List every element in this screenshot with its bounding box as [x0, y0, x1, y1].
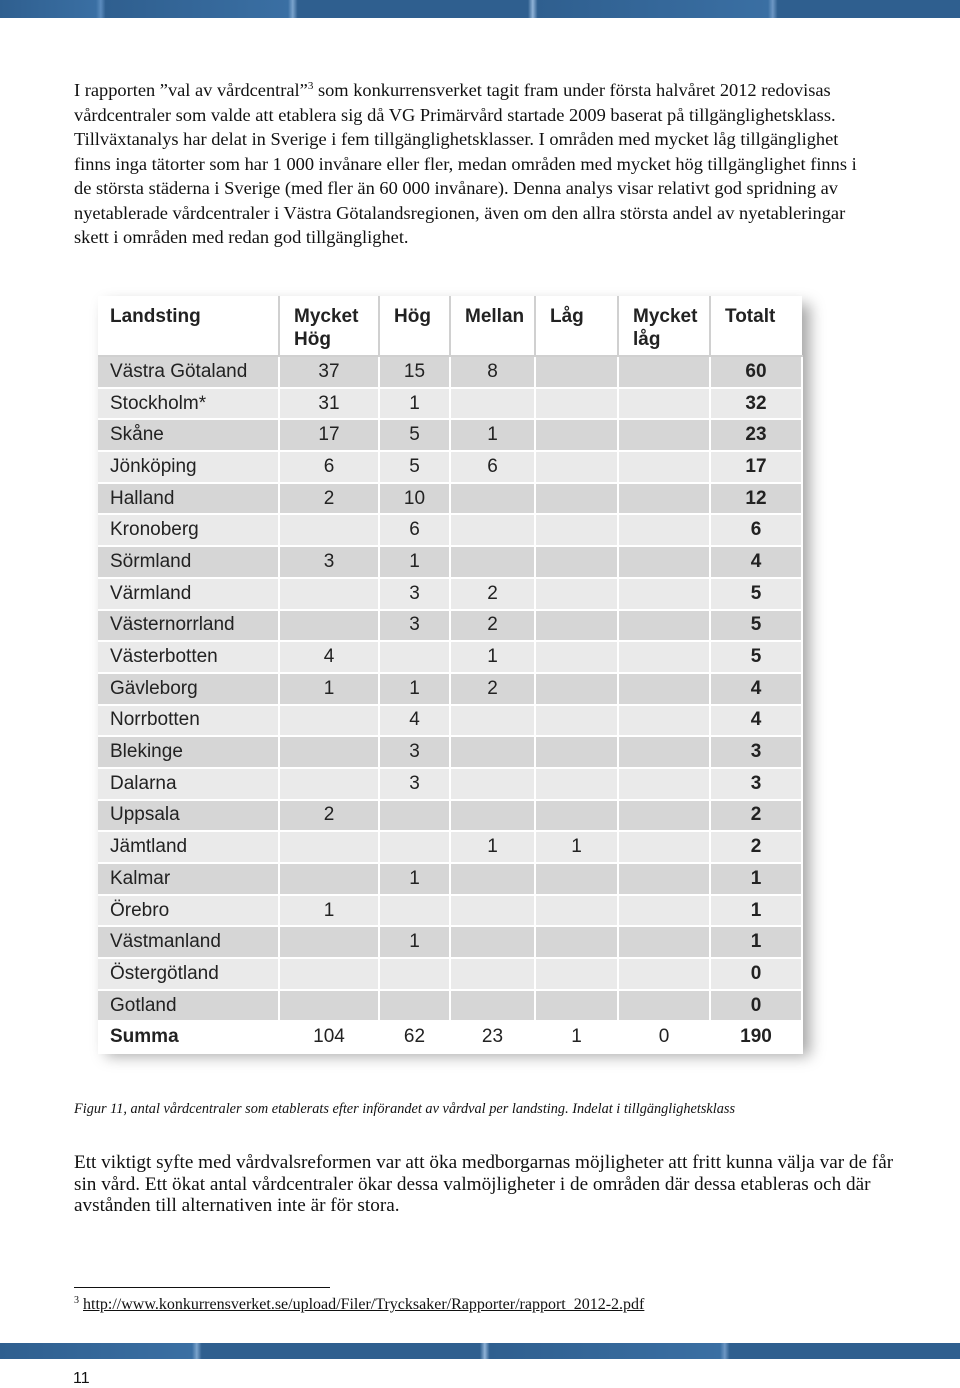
cell-mycket-lag: [618, 831, 710, 863]
cell-mellan: [450, 768, 535, 800]
cell-mycket-hog: 1: [279, 895, 379, 927]
cell-mycket-lag: [618, 451, 710, 483]
cell-landsting: Dalarna: [98, 768, 279, 800]
cell-mycket-hog: 31: [279, 388, 379, 420]
footnote: [74, 1296, 644, 1314]
cell-totalt: 2: [710, 800, 802, 832]
cell-lag: [535, 673, 618, 705]
footnote-reference[interactable]: 3: [307, 80, 314, 92]
cell-landsting: Skåne: [98, 419, 279, 451]
cell-mellan: [450, 388, 535, 420]
cell-mellan: 1: [450, 831, 535, 863]
cell-totalt: 17: [710, 451, 802, 483]
cell-hog: 4: [379, 705, 450, 737]
sum-lag: 1: [535, 1021, 618, 1053]
intro-paragraph: [74, 78, 874, 250]
cell-landsting: Halland: [98, 483, 279, 515]
cell-mycket-lag: [618, 863, 710, 895]
sum-mycket-lag: 0: [618, 1021, 710, 1053]
cell-landsting: Örebro: [98, 895, 279, 927]
table-row: [98, 388, 802, 420]
cell-landsting: Norrbotten: [98, 705, 279, 737]
footer-decorative-band: [0, 1343, 960, 1359]
cell-lag: [535, 800, 618, 832]
cell-mellan: [450, 926, 535, 958]
cell-mycket-hog: [279, 514, 379, 546]
cell-mycket-hog: [279, 926, 379, 958]
cell-lag: [535, 705, 618, 737]
footnote-link[interactable]: http://www.konkurrensverket.se/upload/Filer/Trycksaker/Rapporter/rapport_2012-2.pdf: [83, 1296, 645, 1313]
cell-mycket-hog: 3: [279, 546, 379, 578]
cell-mellan: [450, 546, 535, 578]
cell-totalt: 1: [710, 863, 802, 895]
cell-landsting: Västra Götaland: [98, 356, 279, 388]
cell-landsting: Kronoberg: [98, 514, 279, 546]
cell-landsting: Jämtland: [98, 831, 279, 863]
column-header-landsting: Landsting: [98, 296, 279, 356]
cell-mycket-hog: [279, 736, 379, 768]
table-row: [98, 705, 802, 737]
cell-hog: 3: [379, 578, 450, 610]
cell-mycket-hog: [279, 705, 379, 737]
cell-hog: 10: [379, 483, 450, 515]
cell-landsting: Västernorrland: [98, 610, 279, 642]
cell-mycket-lag: [618, 958, 710, 990]
column-header-lag: Låg: [535, 296, 618, 356]
cell-hog: 1: [379, 926, 450, 958]
cell-mycket-hog: [279, 831, 379, 863]
column-header-mycket-lag: Mycket låg: [618, 296, 710, 356]
cell-hog: 1: [379, 388, 450, 420]
cell-mellan: [450, 863, 535, 895]
cell-totalt: 4: [710, 705, 802, 737]
cell-totalt: 23: [710, 419, 802, 451]
cell-landsting: Värmland: [98, 578, 279, 610]
intro-text-start: I rapporten ”val av vårdcentral”: [74, 80, 308, 100]
cell-mycket-lag: [618, 610, 710, 642]
cell-hog: [379, 800, 450, 832]
cell-mellan: [450, 736, 535, 768]
cell-mellan: [450, 800, 535, 832]
cell-mycket-hog: [279, 768, 379, 800]
cell-hog: 1: [379, 863, 450, 895]
cell-totalt: 4: [710, 673, 802, 705]
cell-mellan: 2: [450, 673, 535, 705]
cell-lag: [535, 895, 618, 927]
cell-mellan: 8: [450, 356, 535, 388]
cell-totalt: 4: [710, 546, 802, 578]
cell-hog: [379, 990, 450, 1022]
cell-mycket-hog: [279, 990, 379, 1022]
cell-hog: [379, 641, 450, 673]
cell-hog: 1: [379, 546, 450, 578]
cell-mycket-hog: [279, 578, 379, 610]
column-header-mellan: Mellan: [450, 296, 535, 356]
cell-landsting: Stockholm*: [98, 388, 279, 420]
cell-lag: [535, 926, 618, 958]
cell-hog: [379, 831, 450, 863]
cell-hog: 5: [379, 419, 450, 451]
sum-mycket-hog: 104: [279, 1021, 379, 1053]
cell-mycket-lag: [618, 388, 710, 420]
cell-mycket-lag: [618, 578, 710, 610]
cell-mycket-hog: 37: [279, 356, 379, 388]
table-row: [98, 895, 802, 927]
cell-mycket-hog: 1: [279, 673, 379, 705]
cell-totalt: 5: [710, 610, 802, 642]
cell-hog: 3: [379, 610, 450, 642]
cell-totalt: 1: [710, 926, 802, 958]
table-header-row: [98, 296, 802, 356]
cell-mycket-lag: [618, 705, 710, 737]
header-decorative-band: [0, 0, 960, 18]
cell-hog: 5: [379, 451, 450, 483]
table-row: [98, 768, 802, 800]
cell-totalt: 0: [710, 990, 802, 1022]
body-paragraph: Ett viktigt syfte med vårdvalsreformen var att öka medborgarnas möjligheter att fritt kunna välja var de får sin vård. Ett ökat antal vårdcentraler ökar dessa valmöjligheter i de områden där dessa etableras och där avstånden till alternativen inte är för stora.: [74, 1152, 894, 1216]
cell-mycket-hog: 17: [279, 419, 379, 451]
cell-hog: 3: [379, 768, 450, 800]
cell-landsting: Västerbotten: [98, 641, 279, 673]
cell-lag: [535, 419, 618, 451]
cell-lag: [535, 863, 618, 895]
cell-hog: 15: [379, 356, 450, 388]
cell-totalt: 6: [710, 514, 802, 546]
cell-hog: 1: [379, 673, 450, 705]
cell-lag: [535, 578, 618, 610]
table-row: [98, 419, 802, 451]
table-row: [98, 610, 802, 642]
cell-landsting: Uppsala: [98, 800, 279, 832]
cell-mycket-lag: [618, 673, 710, 705]
cell-lag: [535, 641, 618, 673]
cell-mellan: [450, 958, 535, 990]
table-row: [98, 736, 802, 768]
table-row: [98, 800, 802, 832]
sum-totalt: 190: [710, 1021, 802, 1053]
cell-totalt: 12: [710, 483, 802, 515]
sum-mellan: 23: [450, 1021, 535, 1053]
cell-landsting: Kalmar: [98, 863, 279, 895]
table-row: [98, 578, 802, 610]
cell-hog: 6: [379, 514, 450, 546]
cell-mycket-lag: [618, 546, 710, 578]
cell-lag: [535, 546, 618, 578]
accessibility-table: [98, 296, 803, 1054]
figure-caption: Figur 11, antal vårdcentraler som etablerats efter införandet av vårdval per landsting. Indelat i tillgänglighetsklass: [74, 1101, 736, 1117]
cell-mellan: [450, 990, 535, 1022]
cell-lag: [535, 514, 618, 546]
table-row: [98, 546, 802, 578]
table-row: [98, 958, 802, 990]
cell-mycket-lag: [618, 419, 710, 451]
cell-mycket-hog: 2: [279, 800, 379, 832]
cell-mycket-hog: 4: [279, 641, 379, 673]
cell-mellan: [450, 514, 535, 546]
cell-lag: [535, 958, 618, 990]
table-row: [98, 451, 802, 483]
table-body: [98, 356, 802, 1053]
table-row: [98, 514, 802, 546]
cell-mellan: 1: [450, 419, 535, 451]
intro-text-rest: som konkurrensverket tagit fram under första halvåret 2012 redovisas vårdcentraler som valde att etablera sig då VG Primärvård startade 2009 baserat på tillgänglighetsklass. Tillväxtanalys har delat in Sverige i fem tillgänglighetsklasser. I områden med mycket låg tillgänglighet finns inga tätorter som har 1 000 invånare eller fler, medan områden med mycket hög tillgänglighet finns i de största städerna i Sverige (med fler än 60 000 invånare). Denna analys visar relativt god spridning av nyetablerade vårdcentraler i Västra Götalandsregionen, även om den allra största andel av nyetableringar skett i områden med redan god tillgänglighet.: [74, 80, 857, 247]
sum-hog: 62: [379, 1021, 450, 1053]
cell-mycket-lag: [618, 768, 710, 800]
cell-totalt: 32: [710, 388, 802, 420]
cell-mellan: [450, 483, 535, 515]
cell-landsting: Sörmland: [98, 546, 279, 578]
cell-totalt: 5: [710, 641, 802, 673]
cell-totalt: 2: [710, 831, 802, 863]
cell-hog: [379, 895, 450, 927]
cell-landsting: Gotland: [98, 990, 279, 1022]
cell-mycket-lag: [618, 990, 710, 1022]
footnote-divider: [74, 1287, 330, 1288]
cell-mellan: [450, 705, 535, 737]
cell-lag: [535, 768, 618, 800]
table-row: [98, 356, 802, 388]
cell-lag: [535, 990, 618, 1022]
sum-label: Summa: [98, 1021, 279, 1053]
table-row: [98, 831, 802, 863]
table-row: [98, 673, 802, 705]
cell-totalt: 3: [710, 768, 802, 800]
table-row: [98, 483, 802, 515]
cell-totalt: 5: [710, 578, 802, 610]
cell-landsting: Östergötland: [98, 958, 279, 990]
cell-mycket-hog: [279, 610, 379, 642]
sum-row: [98, 1021, 802, 1053]
cell-lag: [535, 356, 618, 388]
cell-mycket-lag: [618, 895, 710, 927]
column-header-mycket-hog: Mycket Hög: [279, 296, 379, 356]
cell-mellan: [450, 895, 535, 927]
cell-mellan: 1: [450, 641, 535, 673]
table-figure: [98, 296, 802, 1048]
cell-totalt: 1: [710, 895, 802, 927]
page-number: 11: [73, 1370, 90, 1387]
cell-totalt: 3: [710, 736, 802, 768]
cell-mycket-lag: [618, 356, 710, 388]
table-row: [98, 990, 802, 1022]
cell-landsting: Blekinge: [98, 736, 279, 768]
column-header-hog: Hög: [379, 296, 450, 356]
cell-mycket-hog: [279, 863, 379, 895]
cell-totalt: 60: [710, 356, 802, 388]
cell-landsting: Jönköping: [98, 451, 279, 483]
cell-lag: 1: [535, 831, 618, 863]
cell-mycket-lag: [618, 641, 710, 673]
cell-mycket-lag: [618, 800, 710, 832]
cell-mellan: 2: [450, 578, 535, 610]
cell-totalt: 0: [710, 958, 802, 990]
cell-mellan: 2: [450, 610, 535, 642]
cell-landsting: Västmanland: [98, 926, 279, 958]
cell-mycket-lag: [618, 926, 710, 958]
cell-landsting: Gävleborg: [98, 673, 279, 705]
cell-lag: [535, 483, 618, 515]
cell-mellan: 6: [450, 451, 535, 483]
table-row: [98, 863, 802, 895]
cell-hog: [379, 958, 450, 990]
cell-mycket-lag: [618, 736, 710, 768]
cell-mycket-lag: [618, 514, 710, 546]
table-row: [98, 926, 802, 958]
cell-hog: 3: [379, 736, 450, 768]
cell-lag: [535, 610, 618, 642]
column-header-totalt: Totalt: [710, 296, 802, 356]
cell-mycket-lag: [618, 483, 710, 515]
table-row: [98, 641, 802, 673]
cell-lag: [535, 451, 618, 483]
cell-lag: [535, 736, 618, 768]
footnote-number: 3: [74, 1295, 79, 1306]
cell-mycket-hog: 2: [279, 483, 379, 515]
cell-mycket-hog: 6: [279, 451, 379, 483]
cell-mycket-hog: [279, 958, 379, 990]
cell-lag: [535, 388, 618, 420]
